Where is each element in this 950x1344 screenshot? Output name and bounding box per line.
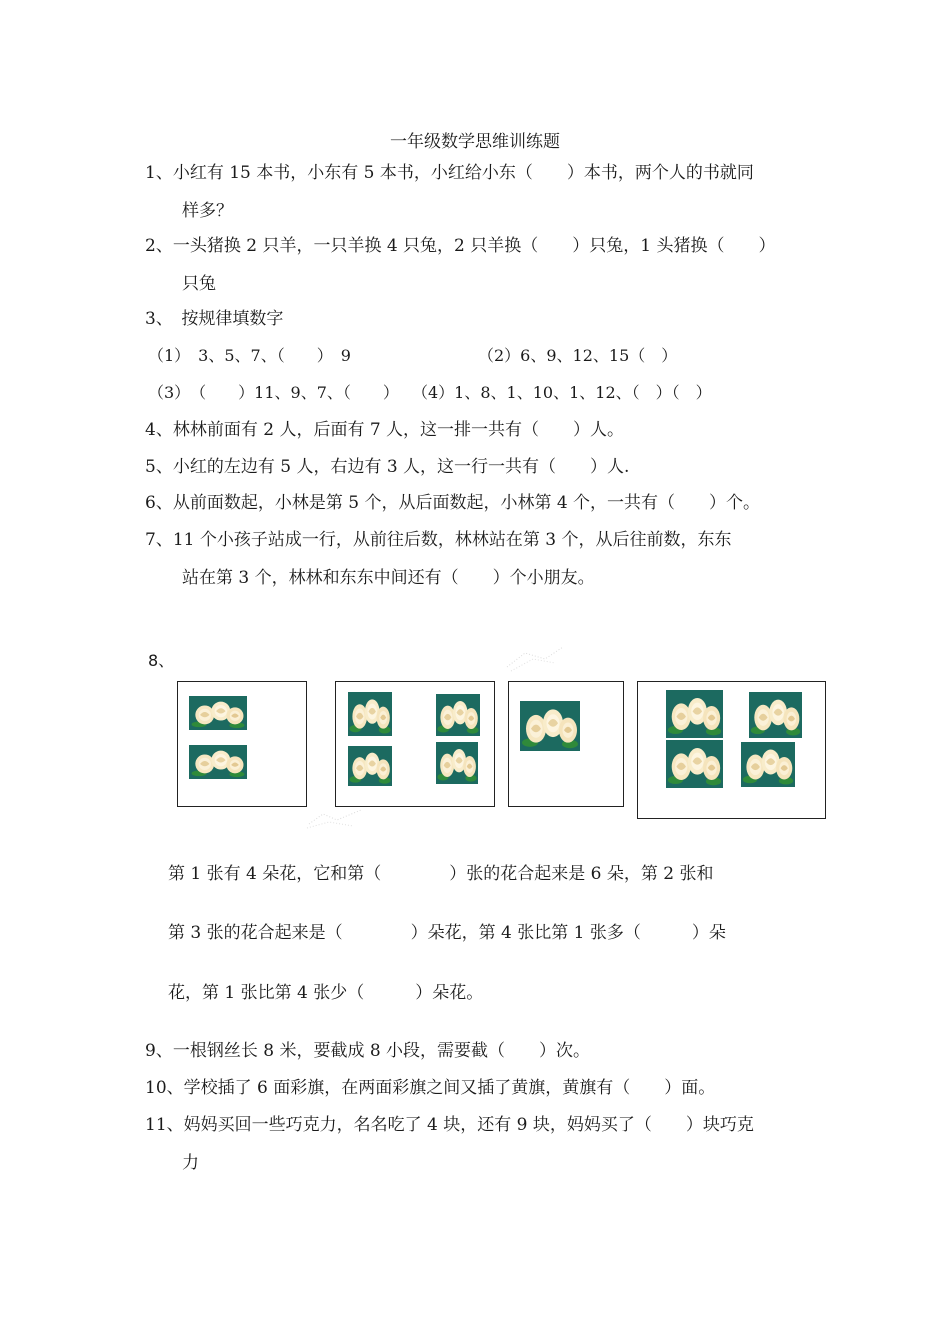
- question-8-text-2: 第 3 张的花合起来是（ ）朵花，第 4 张比第 1 张多（ ）朵: [168, 923, 726, 943]
- question-2-line-1: 2、一头猪换 2 只羊，一只羊换 4 只兔，2 只羊换（ ）只兔，1 头猪换（ ）: [145, 236, 776, 256]
- flower-card-4: [637, 681, 826, 819]
- flower-card-3: [508, 681, 624, 807]
- flower-picture: [348, 746, 392, 786]
- question-1-line-2: 样多？: [182, 201, 233, 221]
- question-8-label: 8、: [148, 651, 175, 670]
- question-7-line-2: 站在第 3 个，林林和东东中间还有（ ）个小朋友。: [182, 568, 595, 588]
- question-3-title: 3、 按规律填数字: [145, 309, 284, 329]
- flower-picture: [436, 742, 478, 784]
- question-6: 6、从前面数起，小林是第 5 个，从后面数起，小林第 4 个，一共有（ ）个。: [145, 493, 761, 513]
- question-3-part-1: （1） 3、5、7、（ ） 9: [148, 346, 351, 365]
- page-title: 一年级数学思维训练题: [390, 132, 560, 152]
- flower-picture: [189, 745, 247, 779]
- question-7-line-1: 7、11 个小孩子站成一行，从前往后数，林林站在第 3 个，从后往前数，东东: [145, 530, 732, 550]
- question-2-line-2: 只兔: [182, 274, 216, 294]
- question-9: 9、一根钢丝长 8 米，要截成 8 小段，需要截（ ）次。: [145, 1041, 591, 1061]
- flower-picture: [741, 742, 795, 787]
- flower-picture: [348, 692, 392, 736]
- scan-artifact: [505, 643, 565, 673]
- question-8-text-1: 第 1 张有 4 朵花，它和第（ ）张的花合起来是 6 朵，第 2 张和: [168, 864, 714, 884]
- question-1-line-1: 1、小红有 15 本书，小东有 5 本书，小红给小东（ ）本书，两个人的书就同: [145, 163, 754, 183]
- question-3-part-3: （3） （ ）11、9、7、（ ）: [148, 383, 399, 402]
- flower-picture: [520, 701, 580, 751]
- question-3-part-4: （4）1、8、1、10、1、12、（ ）（ ）: [412, 383, 712, 402]
- flower-picture: [749, 692, 802, 738]
- flower-picture: [189, 696, 247, 730]
- question-11-line-2: 力: [182, 1153, 199, 1173]
- flower-card-1: [177, 681, 307, 807]
- question-5: 5、小红的左边有 5 人，右边有 3 人，这一行一共有（ ）人.: [145, 457, 630, 477]
- question-3-part-2: （2）6、9、12、15（ ）: [478, 346, 678, 365]
- flower-picture: [436, 694, 480, 736]
- flower-card-2: [335, 681, 495, 807]
- question-10: 10、学校插了 6 面彩旗，在两面彩旗之间又插了黄旗，黄旗有（ ）面。: [145, 1078, 716, 1098]
- question-4: 4、林林前面有 2 人，后面有 7 人，这一排一共有（ ）人。: [145, 420, 625, 440]
- flower-picture: [666, 690, 723, 738]
- flower-picture: [666, 740, 723, 788]
- question-11-line-1: 11、妈妈买回一些巧克力，名名吃了 4 块，还有 9 块，妈妈买了（ ）块巧克: [145, 1115, 754, 1135]
- question-8-text-3: 花，第 1 张比第 4 张少（ ）朵花。: [168, 983, 484, 1003]
